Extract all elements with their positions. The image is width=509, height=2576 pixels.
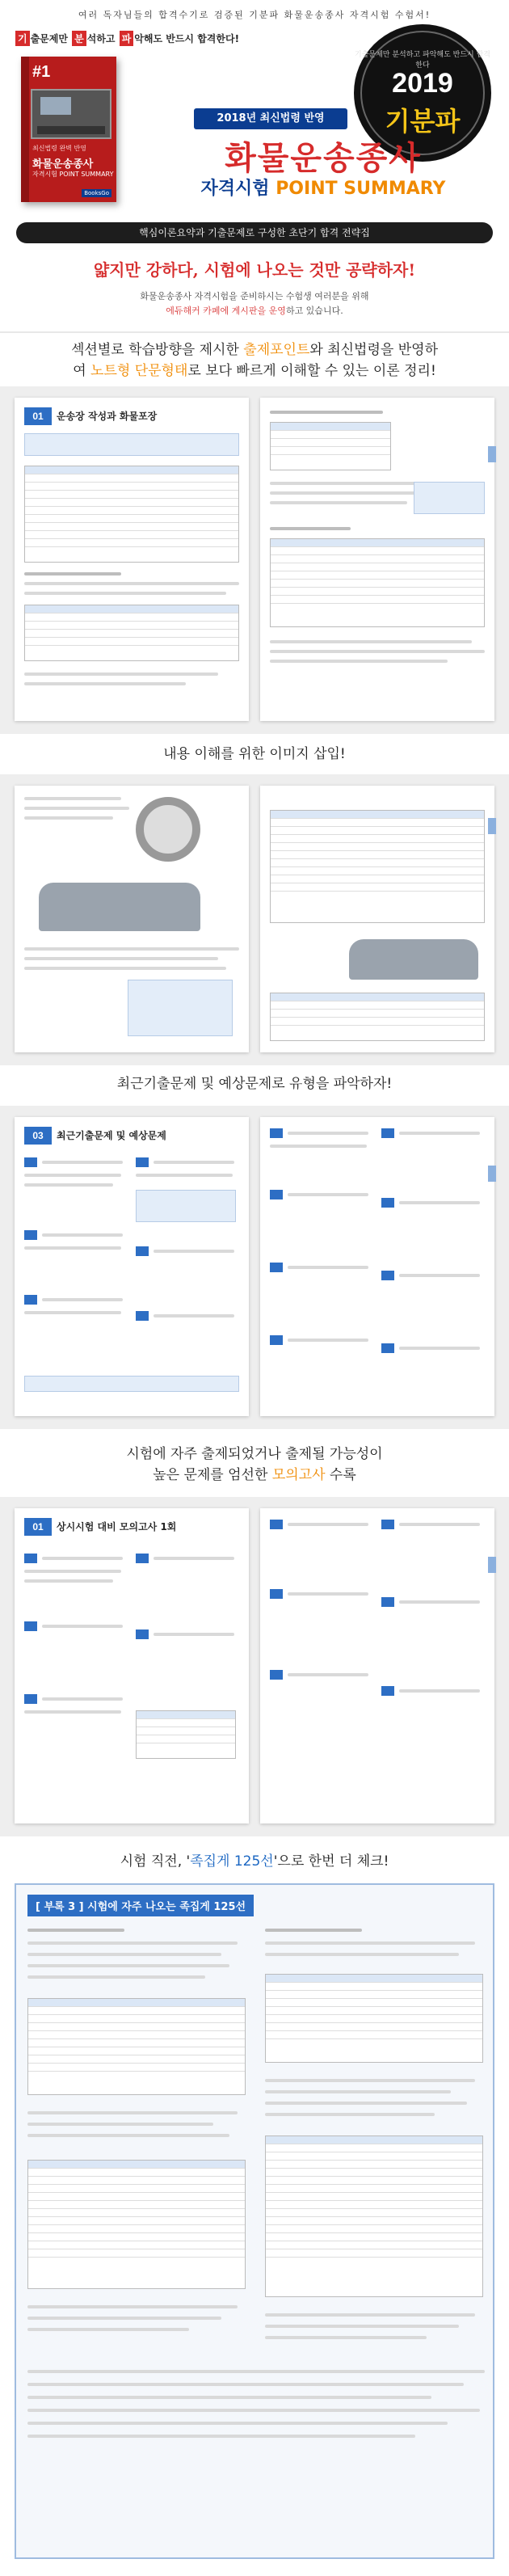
s4-d: 수록: [325, 1467, 356, 1483]
chapter-tag-4: 01: [24, 1518, 52, 1536]
sub-title-b: POINT SUMMARY: [276, 179, 446, 199]
book-title-2: 자격시험 POINT SUMMARY: [32, 171, 114, 178]
s1-f: 로 보다 빠르게 이해할 수 있는 이론 정리!: [187, 363, 436, 379]
divider: [0, 331, 509, 333]
s5-b: 족집게 125선: [190, 1853, 274, 1870]
intro-rest: 하고 있습니다.: [285, 306, 343, 316]
s4-c: 모의고사: [271, 1467, 326, 1483]
sample-page-left-2: [15, 786, 249, 1052]
final-title: [ 부록 3 ] 시험에 자주 나오는 족집게 125선: [27, 1895, 254, 1916]
strategy-bar: 핵심이론요약과 기출문제로 구성한 초단기 합격 전략집: [16, 222, 493, 243]
book-title: 화물운송종사: [32, 158, 94, 171]
point-box: [24, 433, 239, 456]
truck-image: [31, 89, 111, 139]
s5-a: 시험 직전, ': [120, 1853, 191, 1870]
book-rank: #1: [32, 63, 51, 81]
sample-spread-3: [0, 1106, 509, 1429]
s4-b: 높은 문제를 엄선한: [153, 1467, 272, 1483]
diagram-box: [128, 980, 233, 1036]
car-image-2: [349, 939, 478, 980]
top-tagline: 여러 독자님들의 합격수기로 검증된 기분파 화물운송종사 자격시험 수험서!: [78, 10, 431, 20]
book-spine: [21, 57, 29, 202]
s1-d: 여: [73, 363, 91, 379]
intro-highlight: 에듀해커 카페에 게시판을 운영: [166, 306, 286, 316]
wheel-image: [136, 797, 200, 862]
s1-b: 출제포인트: [243, 342, 310, 358]
sample-page-left-4: [15, 1508, 249, 1823]
slogan-char-3: 파: [120, 31, 134, 46]
section-4-heading: [0, 1444, 509, 1486]
section-5-heading: [0, 1851, 509, 1872]
section-1-heading: [0, 339, 509, 382]
chapter-title: 운송장 작성과 화물포장: [57, 411, 158, 422]
sub-title: [162, 175, 485, 200]
badge-year: 2019: [392, 68, 453, 99]
chapter-title-3: 최근기출문제 및 예상문제: [57, 1130, 166, 1141]
s4-a: 시험에 자주 출제되었거나 출제될 가능성이: [126, 1446, 383, 1462]
publisher-logo: BooksGo: [82, 189, 111, 197]
s1-a: 섹션별로 학습방향을 제시한: [70, 342, 244, 358]
sample-page-left-3: [15, 1117, 249, 1416]
s1-c: 와 최신법령을 반영하: [309, 342, 438, 358]
s1-e: 노트형 단문형태: [90, 363, 188, 379]
book-subtitle: 최신법령 완벽 반영: [32, 145, 86, 152]
s5-c: '으로 한번 더 체크!: [273, 1853, 389, 1870]
sample-page-right-2: [260, 786, 494, 1052]
chapter-tag-3: 03: [24, 1127, 52, 1145]
badge-sub: 기출문제만 분석하고 파악해도 반드시 합격한다: [355, 51, 490, 70]
sample-page-left: [15, 398, 249, 721]
book-cover: [21, 57, 116, 202]
slogan: [15, 31, 239, 46]
sample-page-right-3: [260, 1117, 494, 1416]
sample-table-2: [24, 605, 239, 661]
car-image: [39, 883, 200, 931]
sub-title-a: 자격시험: [200, 179, 276, 199]
section-3-heading: 최근기출문제 및 예상문제로 유형을 파악하자!: [116, 1076, 393, 1092]
law-ribbon: 2018년 최신법령 반영: [194, 108, 347, 129]
section-2-heading: 내용 이해를 위한 이미지 삽입!: [163, 746, 346, 762]
slogan-text-2: 석하고: [86, 33, 119, 44]
slogan-text-1: 출문제만: [30, 33, 72, 44]
sample-spread-4: [0, 1497, 509, 1836]
sample-page-right-4: [260, 1508, 494, 1823]
slogan-char-1: 기: [15, 31, 30, 46]
main-title: 화물운송종사: [225, 140, 422, 177]
catchphrase: 얇지만 강하다, 시험에 나오는 것만 공략하자!: [93, 260, 416, 280]
sample-page-right: [260, 398, 494, 721]
chapter-tag: 01: [24, 407, 52, 425]
badge-name: 기분파: [385, 106, 461, 137]
sample-spread-1: [0, 386, 509, 734]
final-sample: [15, 1883, 494, 2559]
sample-table: [24, 466, 239, 563]
sample-spread-2: [0, 774, 509, 1065]
intro-line-2: [0, 304, 509, 317]
slogan-text-3: 악해도 반드시 합격한다!: [134, 33, 240, 44]
slogan-char-2: 분: [72, 31, 86, 46]
intro-line-1: 화물운송종사 자격시험을 준비하시는 수험생 여러분을 위해: [140, 291, 369, 301]
chapter-title-4: 상시시험 대비 모의고사 1회: [57, 1521, 177, 1533]
